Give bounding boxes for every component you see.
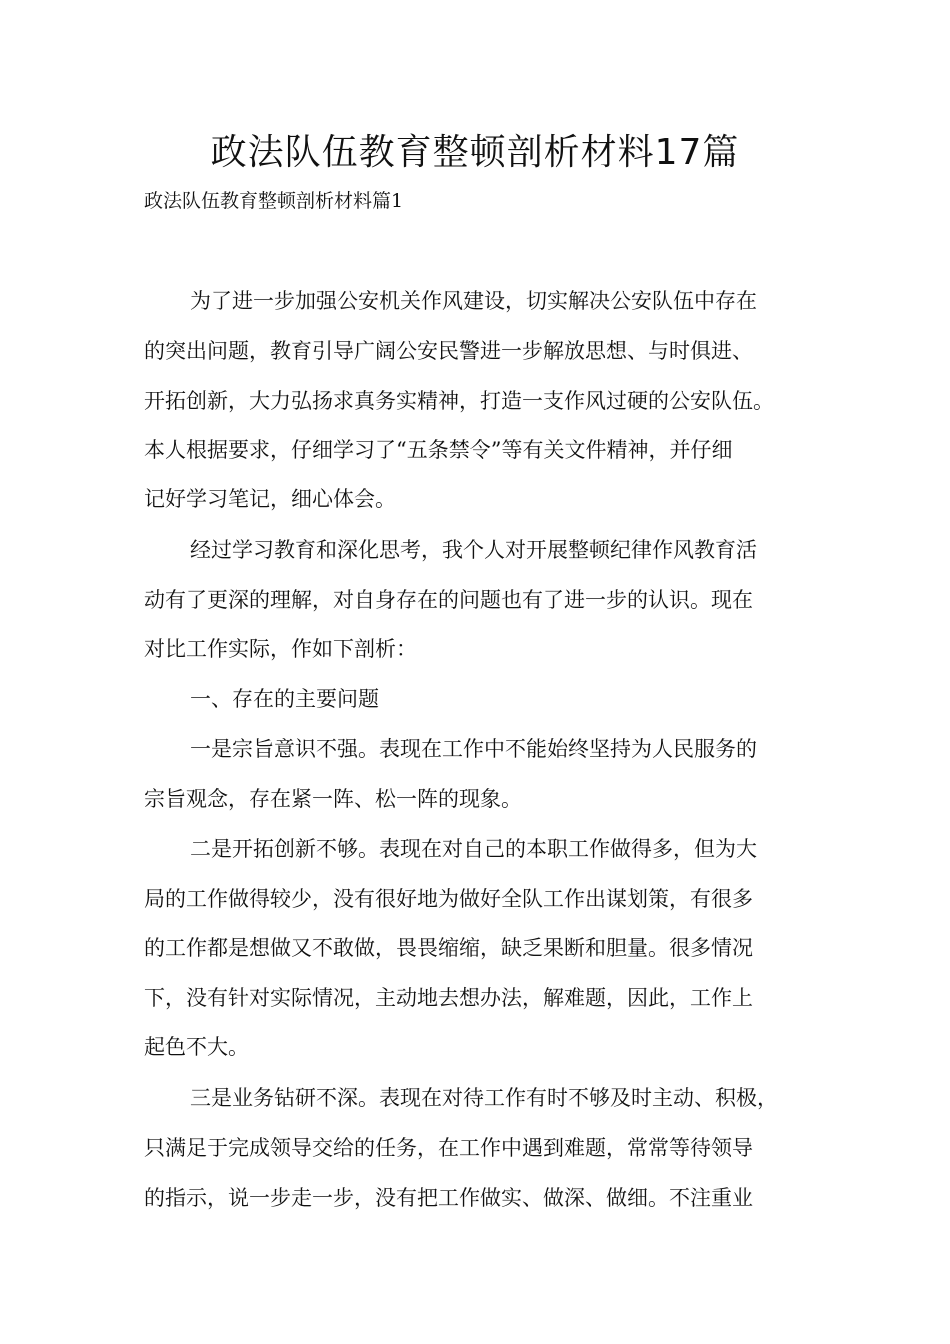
paragraph-line: 开拓创新，大力弘扬求真务实精神，打造一支作风过硬的公安队伍。 (144, 389, 774, 413)
paragraph-line: 的工作都是想做又不敢做，畏畏缩缩，缺乏果断和胆量。很多情况 (144, 936, 753, 960)
paragraph-line: 起色不大。 (144, 1035, 249, 1059)
paragraph-line: 经过学习教育和深化思考，我个人对开展整顿纪律作风教育活 (190, 538, 757, 562)
paragraph-line: 对比工作实际，作如下剖析： (144, 637, 417, 661)
paragraph-line: 下，没有针对实际情况，主动地去想办法，解难题，因此，工作上 (144, 986, 753, 1010)
paragraph-line: 记好学习笔记，细心体会。 (144, 487, 396, 511)
document-title: 政法队伍教育整顿剖析材料17篇 (210, 132, 740, 173)
paragraph-line: 动有了更深的理解，对自身存在的问题也有了进一步的认识。现在 (144, 588, 753, 612)
paragraph-line: 局的工作做得较少，没有很好地为做好全队工作出谋划策，有很多 (144, 887, 753, 911)
paragraph-line: 为了进一步加强公安机关作风建设，切实解决公安队伍中存在 (190, 289, 757, 313)
paragraph-line: 一是宗旨意识不强。表现在工作中不能始终坚持为人民服务的 (190, 737, 757, 761)
section-heading: 一、存在的主要问题 (190, 687, 379, 711)
paragraph-line: 的指示，说一步走一步，没有把工作做实、做深、做细。不注重业 (144, 1186, 753, 1210)
document-subtitle: 政法队伍教育整顿剖析材料篇1 (144, 190, 404, 212)
paragraph-line: 的突出问题，教育引导广阔公安民警进一步解放思想、与时俱进、 (144, 339, 753, 363)
paragraph-line: 三是业务钻研不深。表现在对待工作有时不够及时主动、积极， (190, 1086, 778, 1110)
paragraph-line: 二是开拓创新不够。表现在对自己的本职工作做得多，但为大 (190, 837, 757, 861)
paragraph-line: 本人根据要求，仔细学习了“五条禁令”等有关文件精神，并仔细 (144, 438, 733, 462)
paragraph-line: 宗旨观念，存在紧一阵、松一阵的现象。 (144, 787, 522, 811)
paragraph-line: 只满足于完成领导交给的任务，在工作中遇到难题，常常等待领导 (144, 1136, 753, 1160)
